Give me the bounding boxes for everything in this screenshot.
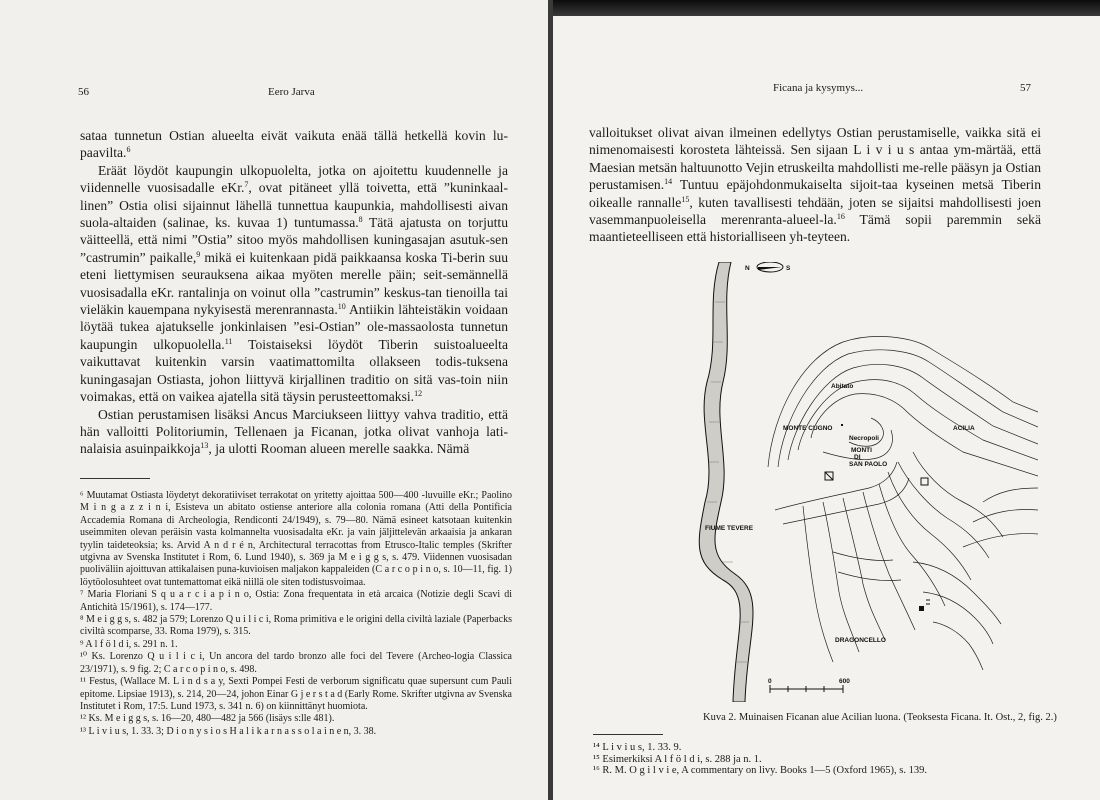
figure-caption: Kuva 2. Muinaisen Ficanan alue Acilian luona. (Teoksesta Ficana. It. Ost., 2, fig. 2.) [703,712,1057,723]
map-label: DRAGONCELLO [835,637,886,644]
text-run: sataa tunnetun Ostian alueelta eivät vaikuta enää tällä hetkellä kovin lu-paavilta. [80,128,508,161]
body-paragraph [80,162,508,406]
footnote-rule-right [593,734,663,735]
footnote-ref: 7 [244,180,249,190]
footnote: ¹³ L i v i u s, 1. 33. 3; D i o n y s i o s H a l i k a r n a s s o l a i n e n, 3. 38. [80,725,377,737]
footnote-ref: 15 [681,194,690,204]
footnote: ¹¹ Festus, (Wallace M. L i n d s a y, Sexti Pompei Festi de verborum significatu quae supersunt cum Pauli epitome. Lipsiae 1913), s. 214, 20—24, johon Einar G j e r s t a d (Early Rome. Skrifter utgivna av Svenska Institutet i Rom, 17:5. Lund 1973, s. 341 n. 6) on kiinnittänyt huomiota. [80,676,512,712]
text-run: Ostian perustamisen lisäksi Ancus Marciukseen liittyy vahva traditio, että hän valloitti Politoriumin, Tellenaen ja Ficanan, jotka olivat vanhoja lati-nalaisia asuinpaikkoja [80,406,508,457]
text-run: Tätä ajatusta on torjuttu väitteellä, että nimi ”Ostia” sitoo myös mahdollisen kuningasajan asutuk-sen ”castrumin” paikalle, [80,215,508,265]
footnote: ¹⁵ Esimerkiksi A l f ö l d i, s. 288 ja n. 1. [593,753,762,765]
footnote-ref: 11 [224,336,233,346]
ficana-map [683,262,1038,702]
footnote-rule [80,478,150,479]
footnote-ref: 10 [337,302,346,312]
map-label: Necropoli [849,435,879,442]
map-label: MONTI [851,447,872,454]
compass-icon [757,262,783,272]
text-run: Toistaiseksi löydöt Tiberin suistoalueelta vaikuttavat kuitenkin varsin vaatimattomilta ollakseen todis-tuksena kuningasajan Ostiasta, johon liittyvä kirjallinen traditio on sitä vas-toin niin voimakas, että on vaikea ajatella sitä täysin perusteettomaksi. [80,336,508,405]
contour-lines [768,336,1038,670]
scale-start-label: 0 [768,678,772,685]
map-label: DI [854,454,861,461]
text-run: , kuten tavallisesti tehdään, joten se sijaitsi mahdollisesti joen vasemmanpuoleisella merenranta-alueel-la. [589,194,1041,228]
running-head-left: Eero Jarva [268,86,315,98]
footnote: ⁹ A l f ö l d i, s. 291 n. 1. [80,638,178,650]
map-label: Abitato [831,383,854,390]
footnote-ref: 16 [836,212,845,222]
map-label: ACILIA [953,425,975,432]
footnote: ¹⁴ L i v i u s, 1. 33. 9. [593,742,682,753]
footnote-ref: 12 [414,389,423,399]
footnote: ⁸ M e i g g s, s. 482 ja 579; Lorenzo Q u i l i c i, Roma primitiva e le origini della civiltà laziale (Paperbacks civiltà scomparse, 33. Roma 1979), s. 315. [80,614,512,638]
footnote-ref: 13 [200,441,209,451]
map-label-south: S [786,265,791,272]
running-head-right: Ficana ja kysymys... [773,82,864,94]
text-run: Tuntuu epäjohdonmukaiselta sijoit-taa kyseinen metsä Tiberin oikealle rannalle [589,177,1041,210]
footnote-ref: 8 [358,215,363,225]
site-markers [825,424,930,611]
footnote-ref: 6 [126,145,131,155]
footnote: ⁶ Muutamat Ostiasta löydetyt dekoratiiviset terrakotat on yritetty ajoittaa 500—400 -luvuille eKr.; Paolino M i n g a z z i n i, Esisteva un abitato ostiense anteriore alla colonia romana (Atti della Pontificia Accademia Romana di Archeologia, Rendiconti 24/1949), s. 79—80. Nämä esineet katsotaan kuitenkin useimmiten olevan peräisin vasta kolmannelta vuosisadalta eKr. ja vain jäljittelevän arkaaisia ja ankaran tyylin taideteoksia; ks. Arvid A n d r é n, Architectural terracottas from Etrusco-Italic temples (Skrifter utgivna av Svenska Institutet i Rom, 6. Lund 1940), s. 369 ja M e i g g s, s. 479. Viidennen vuosisadan puoliväliin ajoittuvan attikalaisen puna-kuvioisen maljakon kappaleiden (C a r c o p i n o, s. 10—11, fig. 1) löytöolosuhteet ovat tuntemattomat eikä niillä ole siten todistusvoimaa. [80,490,512,588]
page-number-left: 56 [78,86,89,98]
right-page [553,0,1100,800]
footnote: ¹⁰ Ks. Lorenzo Q u i l i c i, Un ancora del tardo bronzo alle foci del Tevere (Archeo-logia Classica 23/1971), s. 9 fig. 2; C a r c o p i n o, s. 498. [80,651,512,675]
body-paragraph [80,127,508,162]
map-label: MONTE CUGNO [783,425,833,432]
left-footnotes [80,490,512,738]
text-run: Eräät löydöt kaupungin ulkopuolelta, jotka on ajoitettu kuudennelle ja viidennelle vuosisadalle eKr. [80,162,508,196]
scale-bar [768,678,850,693]
right-body-text [589,124,1041,246]
footnote: ¹⁶ R. M. O g i l v i e, A commentary on livy. Books 1—5 (Oxford 1965), s. 139. [593,765,927,777]
body-paragraph [80,406,508,458]
right-page-top-shadow [553,0,1100,16]
footnote: ¹² Ks. M e i g g s, s. 16—20, 480—482 ja 566 (lisäys s:lle 481). [80,713,335,725]
text-run: Antiikin lähteistäkin voidaan löytää tukea ajatukselle jonkinlaisen ”esi-Ostian” ole-massaolosta tunnetun kaupungin ulkopuolella. [80,302,508,352]
tiber-river [699,262,753,702]
map-label: SAN PAOLO [849,461,888,468]
text-run: mikä ei kuitenkaan pidä paikkaansa koska Ti-berin suu eteni liettymisen seurauksena aikaa myöten merelle päin; seit-semännellä vuosisadalla eKr. rantalinja on voinut olla ”castrumin” keskus-tan tienoilla tai vieläkin kauempana nykyisestä merenrannasta. [80,249,508,318]
map-label: FIUME TEVERE [705,525,754,532]
page-number-right: 57 [1020,82,1031,94]
text-run: valloitukset olivat aivan ilmeinen edellytys Ostian perustamiselle, vaikka sitä ei nimenomaisesti korosteta lähteissä. Sen sijaan L i v i u s antaa ym-märtää, että Maesian metsän haltuunotto Vejin etruskeilta mahdollisti me-relle pääsyn ja Ostian perustamisen. [589,125,1041,193]
text-run: Tämä sopii paremmin sekä maantieteelliseen että historialliseen yh-teyteen. [589,212,1041,245]
map-label-north: N [745,265,750,272]
left-body-text [80,127,508,458]
footnote-ref: 9 [196,249,201,259]
right-footnotes [593,742,1033,777]
footnote: ⁷ Maria Floriani S q u a r c i a p i n o, Ostia: Zona frequentata in età arcaica (Notizie degli Scavi di Antichità 15/1961), s. 174—177. [80,589,512,613]
body-paragraph [589,124,1041,246]
footnote-ref: 14 [664,177,673,187]
text-run: , ovat pitäneet yllä toivetta, että ”kuninkaal-linen” Ostia olisi sijainnut lähellä tunnettua kaupunkia, mahdollisesti aivan suola-altaiden (salinae, ks. kuvaa 1) tuntumassa. [80,180,508,231]
scale-end-label: 600 [839,678,850,685]
left-page [0,0,548,800]
text-run: , ja ulotti Rooman alueen merelle saakka. Nämä [208,441,470,457]
